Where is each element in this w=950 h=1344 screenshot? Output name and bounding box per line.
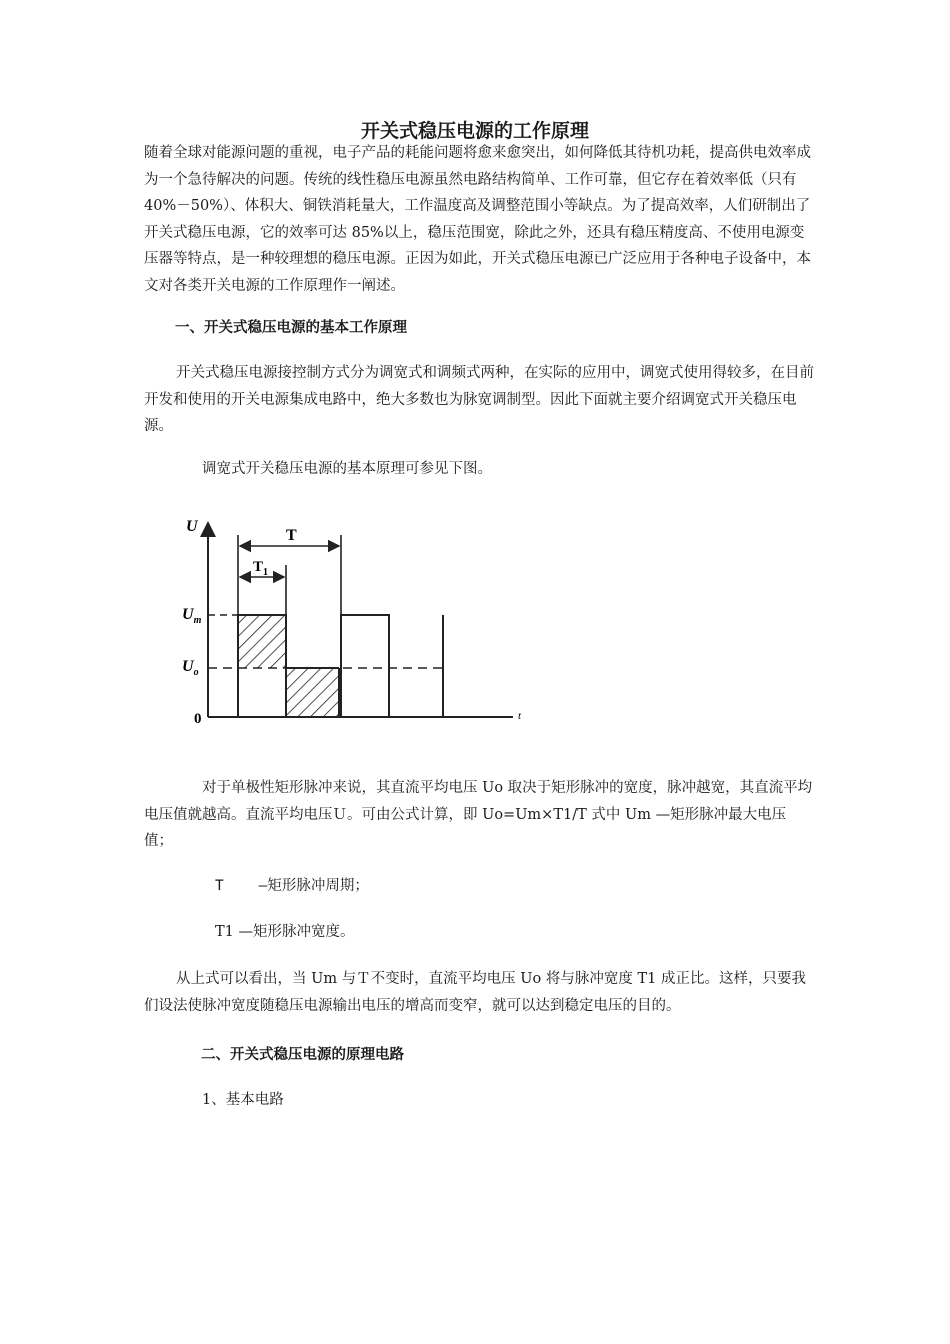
section2-heading: 二、开关式稳压电源的原理电路 xyxy=(201,1047,404,1063)
label-um: $U_m$ xyxy=(182,606,202,626)
label-time: t xyxy=(518,710,522,722)
definition-t1: T1 —矩形脉冲宽度。 xyxy=(215,924,355,940)
conclusion-paragraph: 从上式可以看出，当 Um 与Ｔ不变时，直流平均电压 Uo 将与脉冲宽度 T1 成正比。这样，只要我们设法使脉冲宽度随稳压电源输出电压的增高而变窄，就可以达到稳定电压的目的。 xyxy=(144,971,806,1014)
label-u: U xyxy=(186,518,198,535)
pulse-waveform-diagram xyxy=(178,505,538,741)
intro-paragraph: 随着全球对能源问题的重视，电子产品的耗能问题将愈来愈突出，如何降低其待机功耗，提高供电效率成为一个急待解决的问题。传统的线性稳压电源虽然电路结构简单、工作可靠，但它存在着效率低（只有 40%－50%）、体积大、铜铁消耗量大，工作温度高及调整范围小等缺点。为了提高效率，人们研制出了开关式稳压电源，它的效率可达 85%以上，稳压范围宽，除此之外，还具有稳压精度高、不使用电源变压器等特点，是一种较理想的稳压电源。正因为如此，开关式稳压电源已广泛应用于各种电子设备中，本文对各类开关电源的工作原理作一阐述。 xyxy=(144,145,811,294)
document-title: 开关式稳压电源的工作原理 xyxy=(360,120,589,142)
pulse-2 xyxy=(341,615,389,717)
section1-heading: 一、开关式稳压电源的基本工作原理 xyxy=(175,320,407,336)
subsection-basic-circuit: 1、基本电路 xyxy=(202,1092,284,1108)
label-t1: $T_1$ xyxy=(253,559,269,578)
pulse-explanation-paragraph: 对于单极性矩形脉冲来说，其直流平均电压 Uo 取决于矩形脉冲的宽度，脉冲越宽，其直流平均电压值就越高。直流平均电压Ｕ。可由公式计算，即 Uo=Um×T1/T 式中 Um —矩形脉冲最大电压值； xyxy=(144,780,813,849)
label-uo: $U_o$ xyxy=(182,658,199,678)
pulse-waveform-figure xyxy=(178,505,538,741)
section1-paragraph: 开关式稳压电源接控制方式分为调宽式和调频式两种，在实际的应用中，调宽式使用得较多，在目前开发和使用的开关电源集成电路中，绝大多数也为脉宽调制型。因此下面就主要介绍调宽式开关稳压电源。 xyxy=(144,365,814,434)
figure-intro: 调宽式开关稳压电源的基本原理可参见下图。 xyxy=(202,461,492,477)
definition-t: T —矩形脉冲周期； xyxy=(215,878,369,894)
label-zero: 0 xyxy=(194,711,202,727)
label-t: T xyxy=(286,527,297,544)
hatched-area-below-uo xyxy=(286,668,339,716)
hatched-area-above-uo xyxy=(238,615,286,668)
